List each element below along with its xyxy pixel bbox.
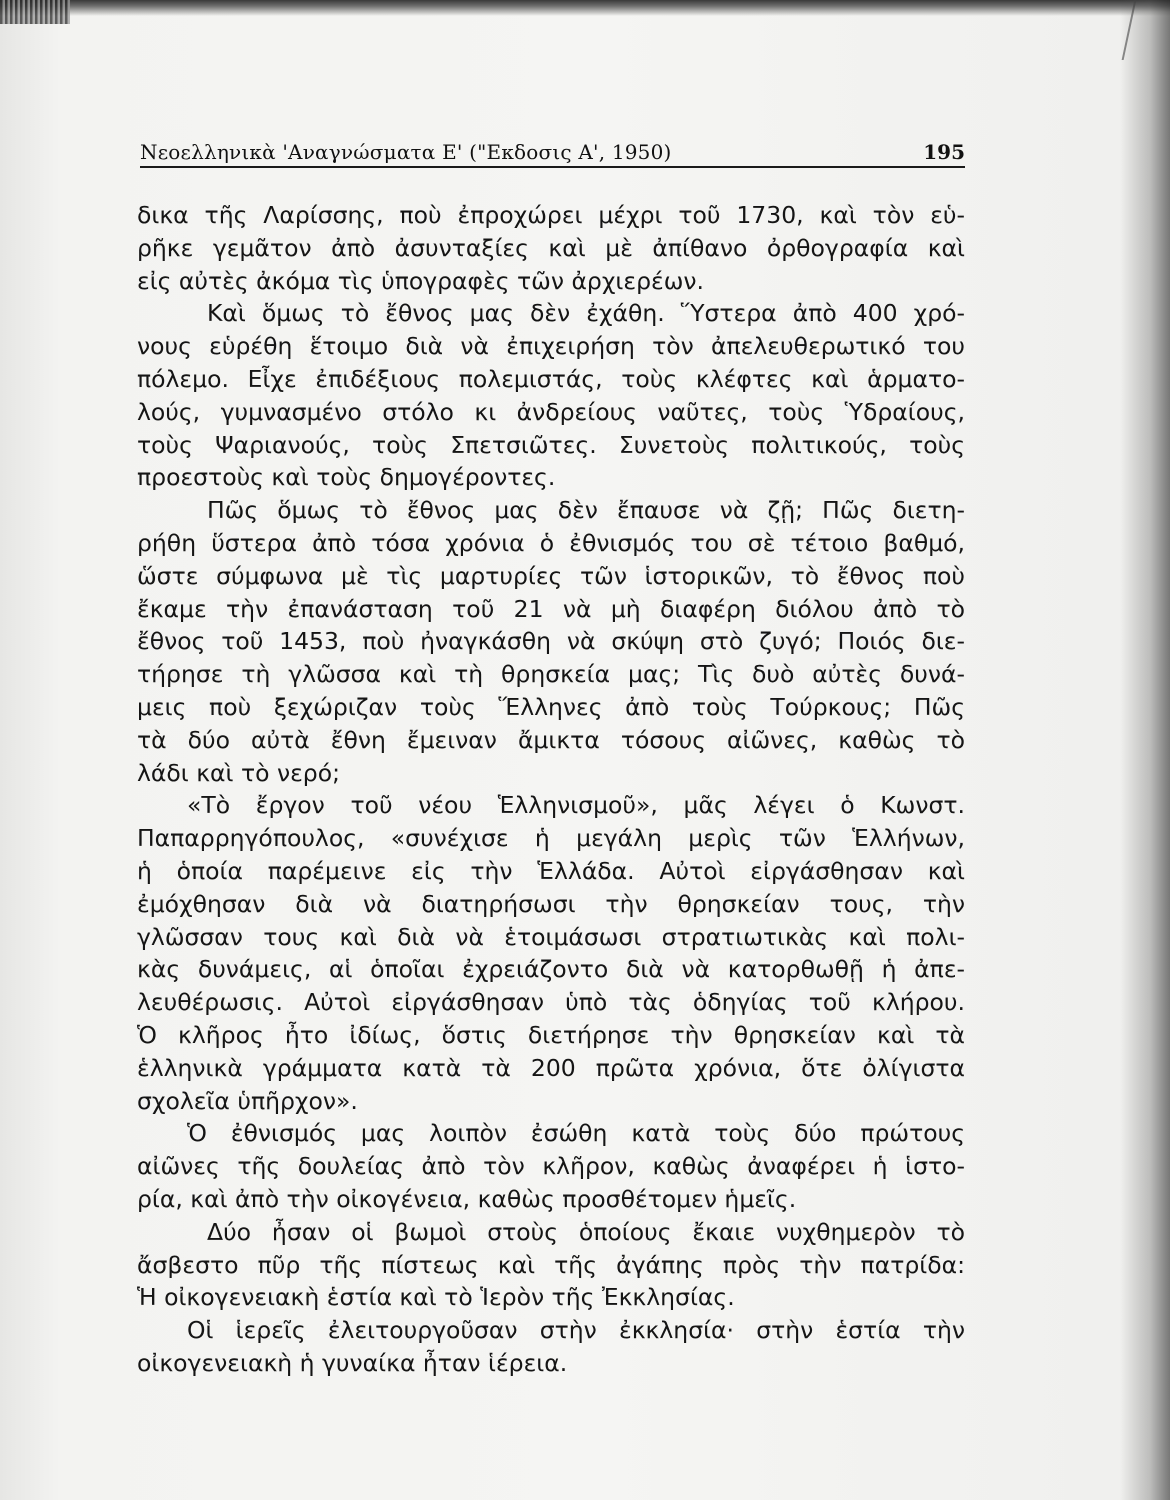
text-line: οἰκογενειακὴ ἡ γυναίκα ἦταν ἱέρεια. xyxy=(137,1348,568,1377)
text-line: ρήθη ὕστερα ἀπὸ τόσα χρόνια ὁ ἐθνισμός του σὲ τέτοιο βαθμό, xyxy=(137,528,965,557)
text-line: πόλεμο. Εἶχε ἐπιδέξιους πολεμιστάς, τοὺς κλέφτες καὶ ἁρματο- xyxy=(137,364,965,393)
book-binding-edge xyxy=(0,0,70,24)
text-line: ἑλληνικὰ γράμματα κατὰ τὰ 200 πρῶτα χρόνια, ὅτε ὀλίγιστα xyxy=(137,1053,965,1082)
text-line: ἡ ὁποία παρέμεινε εἰς τὴν Ἑλλάδα. Αὐτοὶ εἰργάσθησαν καὶ xyxy=(137,856,965,885)
text-line: ρῆκε γεμᾶτον ἀπὸ ἀσυνταξίες καὶ μὲ ἀπίθανο ὀρθογραφία καὶ xyxy=(137,233,965,262)
text-line: ἐμόχθησαν διὰ νὰ διατηρήσωσι τὴν θρησκείαν τους, τὴν xyxy=(137,889,965,918)
text-line: Δύο ἦσαν οἱ βωμοὶ στοὺς ὁποίους ἔκαιε νυχθημερὸν τὸ xyxy=(207,1217,965,1246)
page-top-edge-shadow xyxy=(0,0,1170,16)
text-line: «Τὸ ἔργον τοῦ νέου Ἑλληνισμοῦ», μᾶς λέγει ὁ Κωνστ. xyxy=(187,791,965,820)
text-line: αἰῶνες τῆς δουλείας ἀπὸ τὸν κλῆρον, καθὼς ἀναφέρει ἡ ἱστο- xyxy=(137,1152,965,1181)
text-line: ἄσβεστο πῦρ τῆς πίστεως καὶ τῆς ἀγάπης πρὸς τὴν πατρίδα: xyxy=(137,1250,965,1279)
running-header xyxy=(140,136,965,168)
text-line: προεστοὺς καὶ τοὺς δημογέροντες. xyxy=(137,463,556,492)
text-line: λούς, γυμνασμένο στόλο κι ἀνδρείους ναῦτες, τοὺς Ὑδραίους, xyxy=(137,397,965,426)
text-line: Καὶ ὅμως τὸ ἔθνος μας δὲν ἐχάθη. Ὕστερα ἀπὸ 400 χρό- xyxy=(207,299,965,328)
text-line: δικα τῆς Λαρίσσης, ποὺ ἐπροχώρει μέχρι τοῦ 1730, καὶ τὸν εὑ- xyxy=(137,201,965,229)
text-line: Παπαρρηγόπουλος, «συνέχισε ἡ μεγάλη μερὶς τῶν Ἑλλήνων, xyxy=(137,824,965,853)
text-line: μεις ποὺ ξεχώριζαν τοὺς Ἕλληνες ἀπὸ τοὺς Τούρκους; Πῶς xyxy=(137,692,965,721)
running-title: Νεοελληνικὰ 'Αναγνώσματα Ε' ("Εκδοσις Α', 1950) xyxy=(140,140,672,164)
text-line: ὥστε σύμφωνα μὲ τὶς μαρτυρίες τῶν ἱστορικῶν, τὸ ἔθνος ποὺ xyxy=(137,561,965,590)
text-line: λάδι καὶ τὸ νερό; xyxy=(137,758,340,787)
text-line: εἰς αὐτὲς ἀκόμα τὶς ὑπογραφὲς τῶν ἀρχιερέων. xyxy=(137,266,704,295)
text-line: λευθέρωσις. Αὐτοὶ εἰργάσθησαν ὑπὸ τὰς ὁδηγίας τοῦ κλήρου. xyxy=(137,988,965,1017)
text-line: Πῶς ὅμως τὸ ἔθνος μας δὲν ἔπαυσε νὰ ζῇ; Πῶς διετη- xyxy=(207,496,965,525)
text-line: Οἱ ἱερεῖς ἐλειτουργοῦσαν στὴν ἐκκλησία· στὴν ἑστία τὴν xyxy=(187,1316,965,1345)
text-line: νους εὑρέθη ἕτοιμο διὰ νὰ ἐπιχειρήση τὸν ἀπελευθερωτικό του xyxy=(137,332,965,361)
text-line: ρία, καὶ ἀπὸ τὴν οἰκογένεια, καθὼς προσθέτομεν ἡμεῖς. xyxy=(137,1184,797,1213)
text-line: Ἡ οἰκογενειακὴ ἑστία καὶ τὸ Ἱερὸν τῆς Ἐκκλησίας. xyxy=(137,1283,735,1312)
text-line: Ὁ ἐθνισμός μας λοιπὸν ἐσώθη κατὰ τοὺς δύο πρώτους xyxy=(187,1119,965,1148)
body-text xyxy=(137,199,965,1380)
text-line: τήρησε τὴ γλῶσσα καὶ τὴ θρησκεία μας; Τὶς δυὸ αὐτὲς δυνά- xyxy=(137,660,965,689)
text-line: τοὺς Ψαριανούς, τοὺς Σπετσιῶτες. Συνετοὺς πολιτικούς, τοὺς xyxy=(137,430,965,459)
text-line: γλῶσσαν τους καὶ διὰ νὰ ἑτοιμάσωσι στρατιωτικὰς καὶ πολι- xyxy=(137,922,965,951)
text-line: ἔθνος τοῦ 1453, ποὺ ἠναγκάσθη νὰ σκύψη στὸ ζυγό; Ποιός διε- xyxy=(137,627,965,656)
text-line: ἔκαμε τὴν ἐπανάσταση τοῦ 21 νὰ μὴ διαφέρη διόλου ἀπὸ τὸ xyxy=(137,594,965,623)
text-line: κὰς δυνάμεις, αἱ ὁποῖαι ἐχρειάζοντο διὰ νὰ κατορθωθῇ ἡ ἀπε- xyxy=(137,955,965,984)
page-right-edge-shadow xyxy=(1120,0,1170,1500)
page-number: 195 xyxy=(923,140,965,164)
text-line: τὰ δύο αὐτὰ ἔθνη ἔμειναν ἄμικτα τόσους αἰῶνες, καθὼς τὸ xyxy=(137,725,965,754)
text-line: Ὁ κλῆρος ἦτο ἰδίως, ὅστις διετήρησε τὴν θρησκείαν καὶ τὰ xyxy=(137,1020,965,1049)
text-line: σχολεῖα ὑπῆρχον». xyxy=(137,1086,358,1115)
